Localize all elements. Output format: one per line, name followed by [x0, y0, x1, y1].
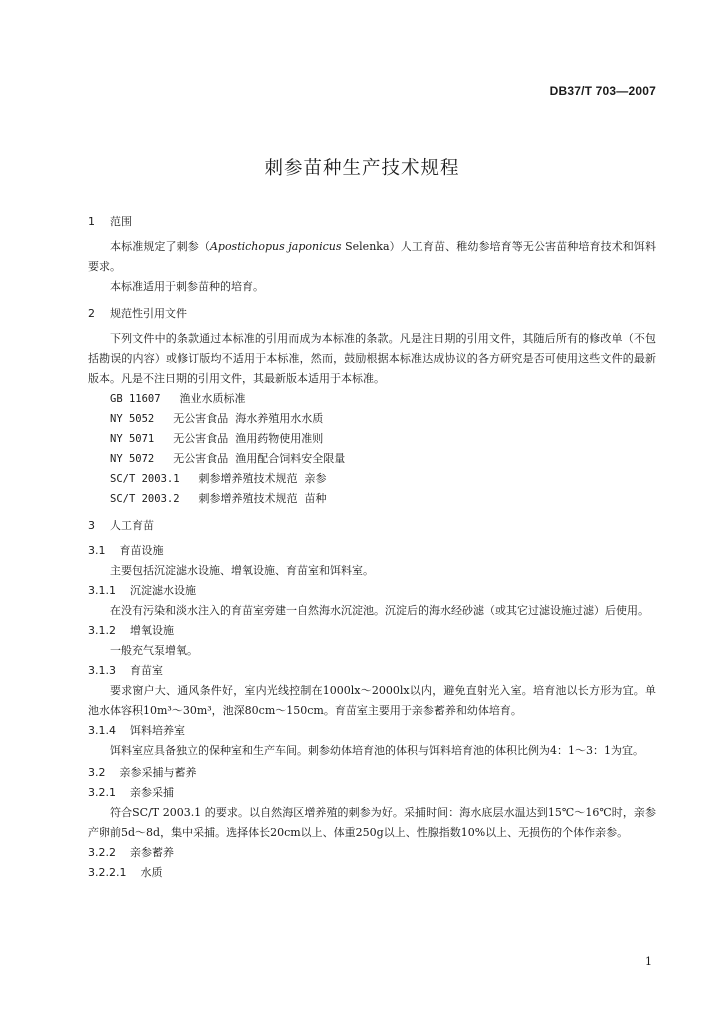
text-span: Selenka）人工育苗、稚幼参培育等无公害苗种培育技术和饵料要求。 [88, 240, 657, 273]
paragraph: 下列文件中的条款通过本标准的引用而成为本标准的条款。凡是注日期的引用文件，其随后所有的修改单（不包括勘误的内容）或修订版均不适用于本标准，然而，鼓励根据本标准达成协议的各方研究是否可使用这些文件的最新版本。凡是不注日期的引用文件，其最新版本适用于本标准。 [88, 332, 656, 385]
paragraph: 一般充气泵增氧。 [110, 644, 198, 657]
paragraph: 本标准适用于刺参苗种的培育。 [110, 280, 264, 293]
section-number: 3.2 [88, 766, 106, 779]
paragraph: 符合SC/T 2003.1 的要求。以自然海区增养殖的刺参为好。采捕时间：海水底层水温达到15℃～16℃时，亲参产卵前5d～8d，集中采捕。选择体长20cm以上、体重250g以上、性腺指数10%以上、无损伤的个体作亲参。 [88, 806, 656, 839]
subsection-heading [88, 581, 656, 601]
subsection-heading [88, 863, 656, 883]
reference-item [88, 409, 656, 429]
reference-title: 无公害食品 海水养殖用水水质 [173, 412, 324, 425]
reference-code: SC/T 2003.1 [110, 473, 180, 485]
section-number: 3.2.1 [88, 786, 116, 799]
section-number: 3.1.1 [88, 584, 116, 597]
reference-item [88, 389, 656, 409]
section-2-heading [88, 304, 656, 324]
reference-item [88, 429, 656, 449]
section-title: 增氧设施 [130, 624, 174, 637]
section-title: 沉淀滤水设施 [130, 584, 196, 597]
reference-item [88, 489, 656, 509]
page-number: 1 [645, 955, 652, 968]
reference-code: SC/T 2003.2 [110, 493, 180, 505]
reference-item [88, 469, 656, 489]
section-title: 亲参蓄养 [130, 846, 174, 859]
paragraph [88, 237, 656, 277]
reference-title: 刺参增养殖技术规范 亲参 [198, 472, 327, 485]
section-title: 规范性引用文件 [110, 307, 187, 320]
section-number: 3 [88, 519, 95, 532]
paragraph: 在没有污染和淡水注入的育苗室旁建一自然海水沉淀池。沉淀后的海水经砂滤（或其它过滤设施过滤）后使用。 [110, 604, 649, 617]
reference-title: 无公害食品 渔用配合饲料安全限量 [173, 452, 346, 465]
reference-code: NY 5072 [110, 453, 155, 465]
subsection-heading [88, 541, 656, 561]
section-1-heading [88, 212, 656, 232]
reference-code: NY 5052 [110, 413, 155, 425]
section-number: 3.2.2.1 [88, 866, 127, 879]
section-number: 1 [88, 215, 95, 228]
reference-title: 渔业水质标准 [179, 392, 246, 405]
subsection-heading [88, 721, 656, 741]
document-title: 刺参苗种生产技术规程 [264, 158, 460, 179]
subsection-heading [88, 843, 656, 863]
paragraph: 饵料室应具备独立的保种室和生产车间。刺参幼体培育池的体积与饵料培育池的体积比例为4：1～3：1为宜。 [110, 744, 644, 757]
section-number: 3.2.2 [88, 846, 116, 859]
section-title: 水质 [140, 866, 163, 879]
subsection-heading [88, 621, 656, 641]
section-title: 人工育苗 [110, 519, 154, 532]
latin-name: Apostichopus japonicus [209, 240, 342, 253]
subsection-heading [88, 783, 656, 803]
section-title: 育苗设施 [119, 544, 164, 557]
section-number: 3.1.3 [88, 664, 116, 677]
section-title: 亲参采捕 [130, 786, 174, 799]
section-number: 3.1 [88, 544, 106, 557]
section-title: 饵料培养室 [130, 724, 185, 737]
reference-item [88, 449, 656, 469]
section-title: 范围 [110, 215, 132, 228]
section-3-heading [88, 516, 656, 536]
section-title: 亲参采捕与蓄养 [119, 766, 197, 779]
reference-code: NY 5071 [110, 433, 155, 445]
reference-code: GB 11607 [110, 393, 161, 405]
section-number: 2 [88, 307, 95, 320]
doc-code: DB37/T 703—2007 [549, 84, 656, 98]
section-number: 3.1.4 [88, 724, 116, 737]
reference-title: 刺参增养殖技术规范 苗种 [198, 492, 327, 505]
subsection-heading [88, 661, 656, 681]
text-span: 本标准规定了刺参（ [110, 240, 210, 253]
paragraph: 要求窗户大、通风条件好，室内光线控制在1000lx～2000lx以内，避免直射光入室。培育池以长方形为宜。单池水体容积10m³～30m³，池深80cm～150cm。育苗室主要用于亲参蓄养和幼体培育。 [88, 684, 656, 717]
paragraph: 主要包括沉淀滤水设施、增氧设施、育苗室和饵料室。 [110, 564, 374, 577]
section-title: 育苗室 [130, 664, 163, 677]
section-number: 3.1.2 [88, 624, 116, 637]
document-body [88, 212, 656, 883]
subsection-heading [88, 763, 656, 783]
reference-title: 无公害食品 渔用药物使用准则 [173, 432, 324, 445]
